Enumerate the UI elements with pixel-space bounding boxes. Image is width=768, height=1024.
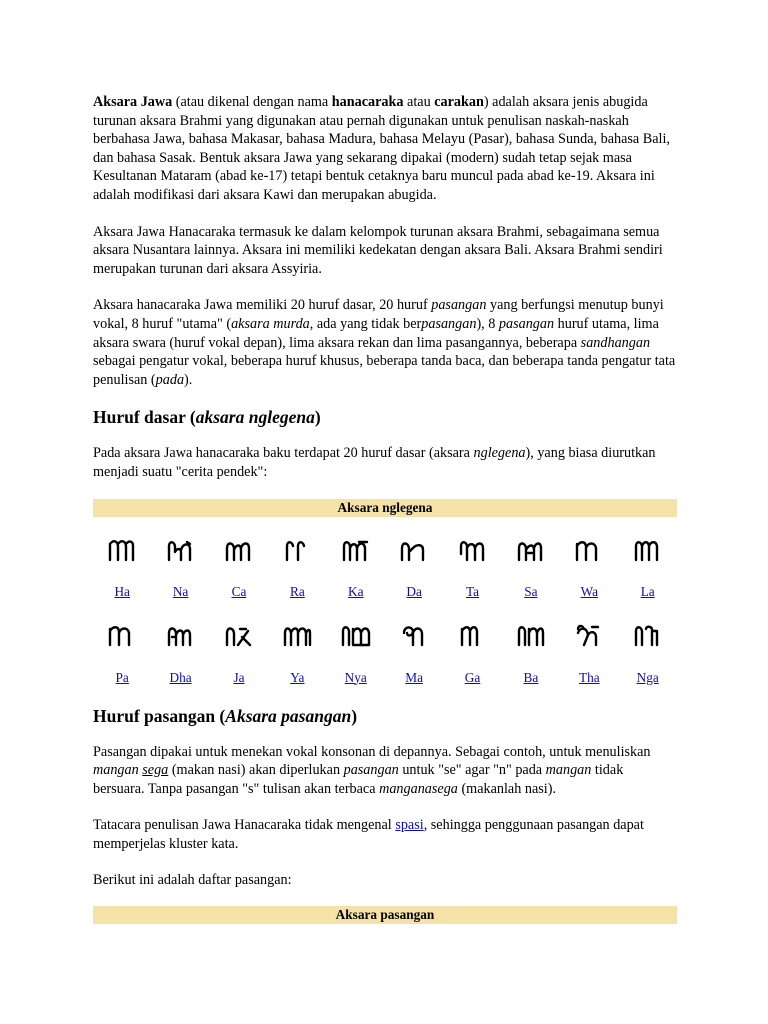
pasangan-paragraph-1: Pasangan dipakai untuk menekan vokal konsonan di depannya. Sebagai contoh, untuk menuliskan mangan sega (makan nasi) akan diperlukan pasangan untuk "se" agar "n" pada mangan tidak bersuara. Tanpa pasangan "s" tulisan akan terbaca manganasega (makanlah nasi). xyxy=(93,743,651,797)
link-tha[interactable]: Tha xyxy=(578,669,600,685)
link-ga[interactable]: Ga xyxy=(464,669,481,685)
label-cell-la xyxy=(619,584,677,600)
javanese-glyph-nga-icon xyxy=(633,623,663,649)
label-cell-ba xyxy=(502,670,560,686)
link-la[interactable]: La xyxy=(640,583,655,599)
javanese-glyph-ja-icon xyxy=(224,623,254,649)
glyph-ha xyxy=(93,531,151,571)
label-cell-dha xyxy=(151,670,209,686)
glyph-nya xyxy=(327,616,385,656)
bold-term-carakan: carakan xyxy=(434,94,484,110)
link-pa[interactable]: Pa xyxy=(115,669,129,685)
javanese-glyph-la-icon xyxy=(633,538,663,564)
section-heading-huruf-pasangan: Huruf pasangan (Aksara pasangan) xyxy=(93,705,358,726)
glyph-pa xyxy=(93,616,151,656)
glyph-nga xyxy=(619,616,677,656)
label-cell-da xyxy=(385,584,443,600)
javanese-glyph-ya-icon xyxy=(282,623,312,649)
pasangan-paragraph-3: Berikut ini adalah daftar pasangan: xyxy=(93,872,292,889)
label-cell-tha xyxy=(560,670,618,686)
javanese-glyph-ta-icon xyxy=(458,538,488,564)
link-ta[interactable]: Ta xyxy=(465,583,480,599)
javanese-glyph-ca-icon xyxy=(224,538,254,564)
label-cell-ca xyxy=(210,584,268,600)
link-wa[interactable]: Wa xyxy=(580,583,599,599)
glyph-row-2 xyxy=(93,616,677,656)
link-ka[interactable]: Ka xyxy=(348,583,364,599)
javanese-glyph-na-icon xyxy=(166,538,196,564)
glyph-ba xyxy=(502,616,560,656)
javanese-glyph-ga-icon xyxy=(458,623,488,649)
label-cell-ka xyxy=(327,584,385,600)
label-cell-pa xyxy=(93,670,151,686)
label-cell-ma xyxy=(385,670,443,686)
section-heading-huruf-dasar: Huruf dasar (aksara nglegena) xyxy=(93,407,321,428)
label-cell-ta xyxy=(443,584,501,600)
javanese-glyph-ma-icon xyxy=(399,623,429,649)
link-ja[interactable]: Ja xyxy=(233,669,245,685)
glyph-ga xyxy=(443,616,501,656)
intro-paragraph-3: Aksara hanacaraka Jawa memiliki 20 huruf dasar, 20 huruf pasangan yang berfungsi menutup bunyi vokal, 8 huruf "utama" (aksara murda, ada yang tidak berpasangan), 8 pasangan huruf utama, lima aksara swara (huruf vokal depan), lima aksara rekan dan lima pasangannya, beberapa sandhangan sebagai pengatur vokal, beberapa huruf khusus, beberapa tanda baca, dan beberapa tanda pengatur tata penulisan (pada). xyxy=(93,297,676,388)
link-ma[interactable]: Ma xyxy=(405,669,424,685)
glyph-da xyxy=(385,531,443,571)
javanese-glyph-nya-icon xyxy=(341,623,371,649)
glyph-ya xyxy=(268,616,326,656)
table-header-aksara-pasangan: Aksara pasangan xyxy=(93,906,677,924)
javanese-glyph-ka-icon xyxy=(341,538,371,564)
javanese-glyph-sa-icon xyxy=(516,538,546,564)
link-sa[interactable]: Sa xyxy=(524,583,538,599)
javanese-glyph-ra-icon xyxy=(282,538,312,564)
link-nya[interactable]: Nya xyxy=(344,669,367,685)
label-cell-ra xyxy=(268,584,326,600)
label-cell-ya xyxy=(268,670,326,686)
glyph-row-1 xyxy=(93,531,677,571)
glyph-tha xyxy=(560,616,618,656)
link-na[interactable]: Na xyxy=(172,583,189,599)
glyph-ca xyxy=(210,531,268,571)
label-row-2 xyxy=(93,670,677,686)
javanese-glyph-tha-icon xyxy=(574,623,604,649)
label-cell-ga xyxy=(443,670,501,686)
javanese-glyph-pa-icon xyxy=(107,623,137,649)
glyph-wa xyxy=(560,531,618,571)
glyph-la xyxy=(619,531,677,571)
label-cell-nga xyxy=(619,670,677,686)
link-ha[interactable]: Ha xyxy=(114,583,130,599)
glyph-ka xyxy=(327,531,385,571)
link-ba[interactable]: Ba xyxy=(523,669,539,685)
label-cell-nya xyxy=(327,670,385,686)
glyph-dha xyxy=(151,616,209,656)
javanese-glyph-ba-icon xyxy=(516,623,546,649)
label-cell-sa xyxy=(502,584,560,600)
dasar-paragraph: Pada aksara Jawa hanacaraka baku terdapat 20 huruf dasar (aksara nglegena), yang biasa diurutkan menjadi suatu "cerita pendek": xyxy=(93,445,656,480)
link-spasi[interactable]: spasi xyxy=(395,817,424,834)
glyph-ma xyxy=(385,616,443,656)
glyph-ra xyxy=(268,531,326,571)
label-cell-wa xyxy=(560,584,618,600)
glyph-na xyxy=(151,531,209,571)
table-header-aksara-nglegena: Aksara nglegena xyxy=(93,499,677,517)
link-dha[interactable]: Dha xyxy=(169,669,192,685)
link-ya[interactable]: Ya xyxy=(290,669,305,685)
javanese-glyph-da-icon xyxy=(399,538,429,564)
label-cell-ha xyxy=(93,584,151,600)
label-cell-ja xyxy=(210,670,268,686)
glyph-ja xyxy=(210,616,268,656)
pasangan-paragraph-2: Tatacara penulisan Jawa Hanacaraka tidak mengenal spasi, sehingga penggunaan pasangan dapat memperjelas kluster kata. xyxy=(93,817,644,852)
link-da[interactable]: Da xyxy=(406,583,422,599)
label-cell-na xyxy=(151,584,209,600)
link-nga[interactable]: Nga xyxy=(636,669,659,685)
glyph-sa xyxy=(502,531,560,571)
intro-paragraph-2: Aksara Jawa Hanacaraka termasuk ke dalam kelompok turunan aksara Brahmi, sebagaimana semua aksara Nusantara lainnya. Aksara ini memiliki kedekatan dengan aksara Bali. Aksara Brahmi sendiri merupakan turunan dari aksara Assyiria. xyxy=(93,223,663,277)
bold-term-hanacaraka: hanacaraka xyxy=(331,94,404,110)
javanese-glyph-wa-icon xyxy=(574,538,604,564)
link-ca[interactable]: Ca xyxy=(231,583,247,599)
link-ra[interactable]: Ra xyxy=(289,583,305,599)
javanese-glyph-dha-icon xyxy=(166,623,196,649)
intro-paragraph-1: Aksara Jawa (atau dikenal dengan nama hanacaraka atau carakan) adalah aksara jenis abugida turunan aksara Brahmi yang digunakan atau pernah digunakan untuk penulisan naskah-naskah berbahasa Jawa, bahasa Makasar, bahasa Madura, bahasa Melayu (Pasar), bahasa Sunda, bahasa Bali, dan bahasa Sasak. Bentuk aksara Jawa yang sekarang dipakai (modern) sudah tetap sejak masa Kesultanan Mataram (abad ke-17) tetapi bentuk cetaknya baru muncul pada abad ke-19. Aksara ini adalah modifikasi dari aksara Kawi dan merupakan abugida. xyxy=(93,94,670,203)
bold-term-aksara-jawa: Aksara Jawa xyxy=(93,94,173,110)
glyph-ta xyxy=(443,531,501,571)
javanese-glyph-ha-icon xyxy=(107,538,137,564)
label-row-1 xyxy=(93,584,677,600)
